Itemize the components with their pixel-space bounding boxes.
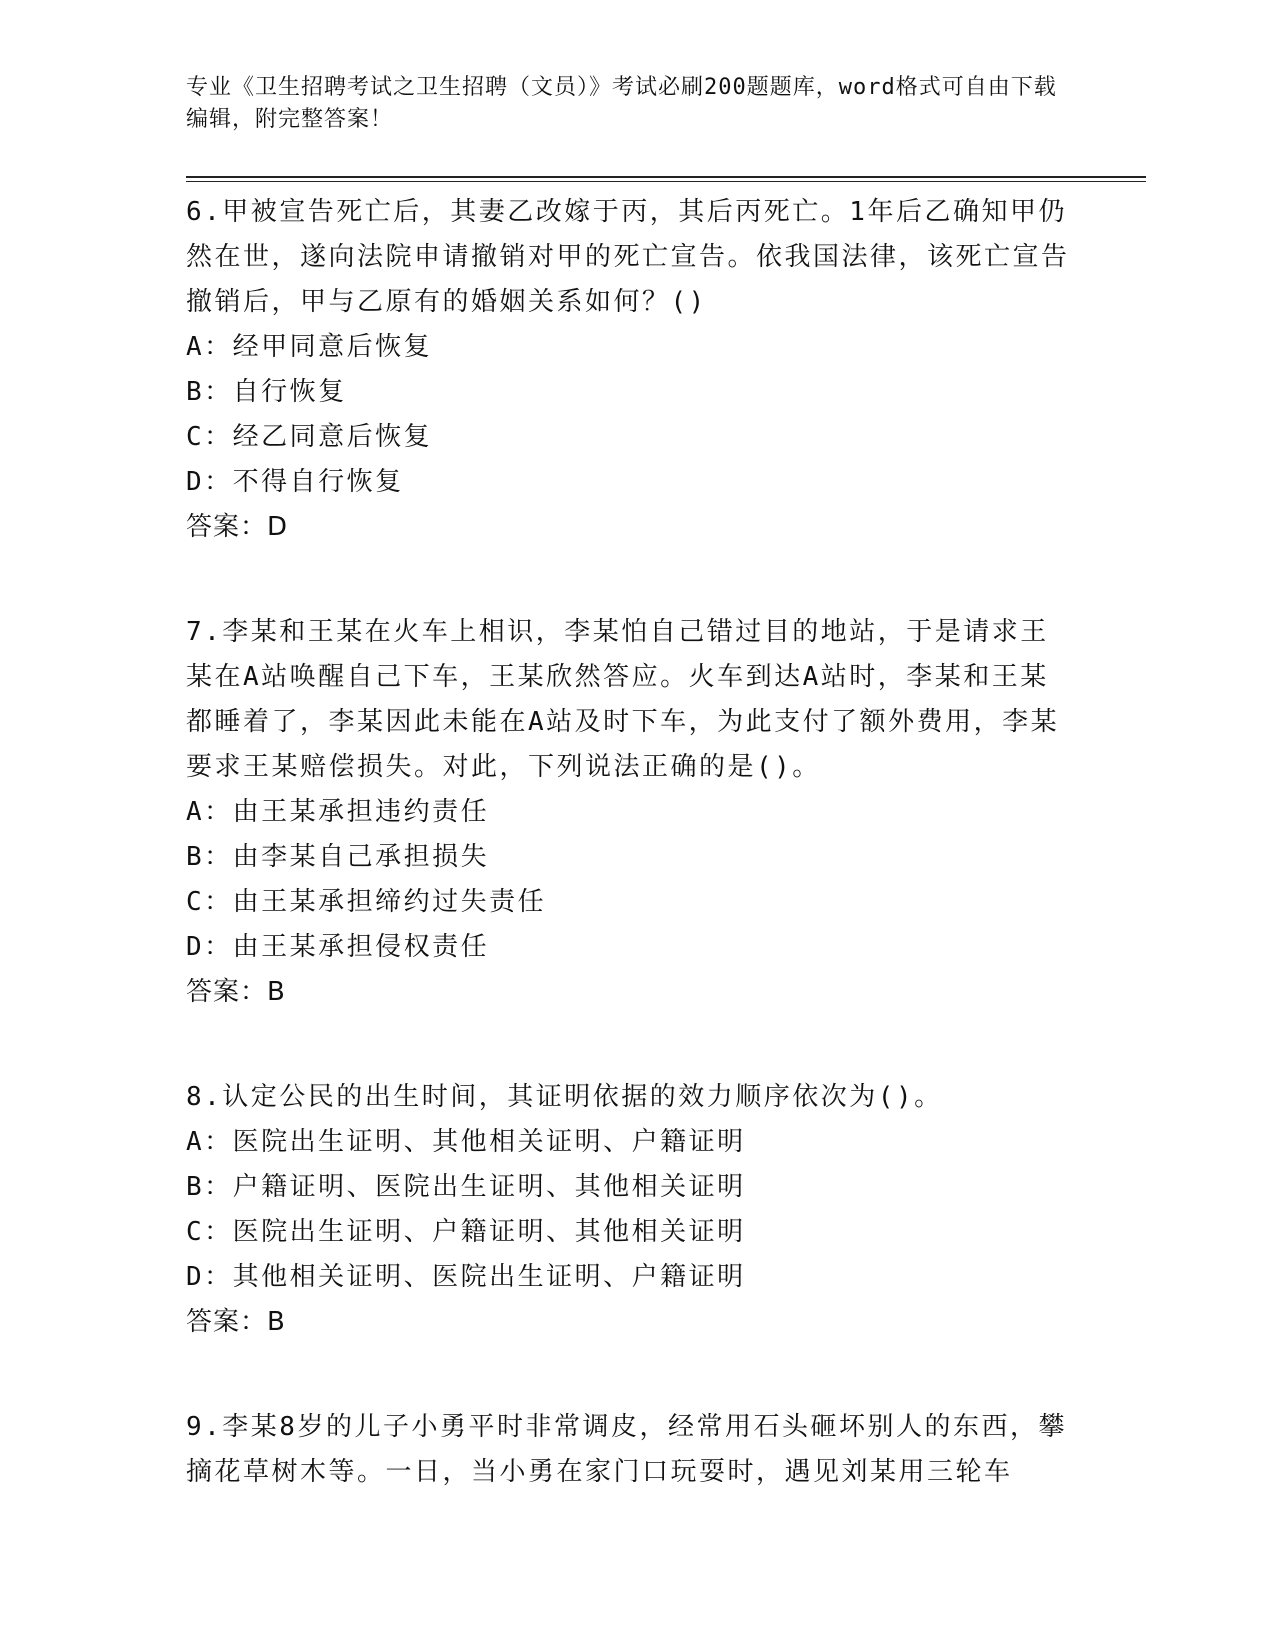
option-c: C：由王某承担缔约过失责任	[186, 887, 547, 917]
option-a: A：经甲同意后恢复	[186, 332, 433, 362]
question-6	[186, 190, 1076, 550]
option-b: B：自行恢复	[186, 377, 347, 407]
question-8	[186, 1075, 1076, 1345]
question-text: 6.甲被宣告死亡后，其妻乙改嫁于丙，其后丙死亡。1年后乙确知甲仍然在世，遂向法院申请撤销对甲的死亡宣告。依我国法律，该死亡宣告撤销后，甲与乙原有的婚姻关系如何？()	[186, 197, 1070, 317]
header-divider-thick	[186, 176, 1146, 178]
question-7	[186, 610, 1076, 1015]
option-a: A：由王某承担违约责任	[186, 797, 490, 827]
option-d: D：其他相关证明、医院出生证明、户籍证明	[186, 1262, 746, 1292]
option-c: C：经乙同意后恢复	[186, 422, 433, 452]
question-9	[186, 1405, 1076, 1495]
document-header	[186, 72, 1066, 136]
question-list	[186, 190, 1076, 1495]
answer-line: 答案：B	[186, 1307, 286, 1337]
header-intro: 专业《卫生招聘考试之卫生招聘（文员）》考试必刷200题题库，word格式可自由下载编辑，附完整答案！	[186, 75, 1057, 132]
option-a: A：医院出生证明、其他相关证明、户籍证明	[186, 1127, 746, 1157]
answer-line: 答案：D	[186, 512, 289, 542]
option-b: B：户籍证明、医院出生证明、其他相关证明	[186, 1172, 746, 1202]
header-divider-thin	[186, 181, 1146, 182]
answer-line: 答案：B	[186, 977, 286, 1007]
option-b: B：由李某自己承担损失	[186, 842, 490, 872]
question-text: 9.李某8岁的儿子小勇平时非常调皮，经常用石头砸坏别人的东西，攀摘花草树木等。一日，当小勇在家门口玩耍时，遇见刘某用三轮车	[186, 1412, 1067, 1487]
question-text: 8.认定公民的出生时间，其证明依据的效力顺序依次为()。	[186, 1082, 943, 1112]
option-d: D：不得自行恢复	[186, 467, 404, 497]
option-c: C：医院出生证明、户籍证明、其他相关证明	[186, 1217, 746, 1247]
question-text: 7.李某和王某在火车上相识，李某怕自己错过目的地站，于是请求王某在A站唤醒自己下车，王某欣然答应。火车到达A站时，李某和王某都睡着了，李某因此未能在A站及时下车，为此支付了额外费用，李某要求王某赔偿损失。对此，下列说法正确的是()。	[186, 617, 1060, 782]
option-d: D：由王某承担侵权责任	[186, 932, 490, 962]
